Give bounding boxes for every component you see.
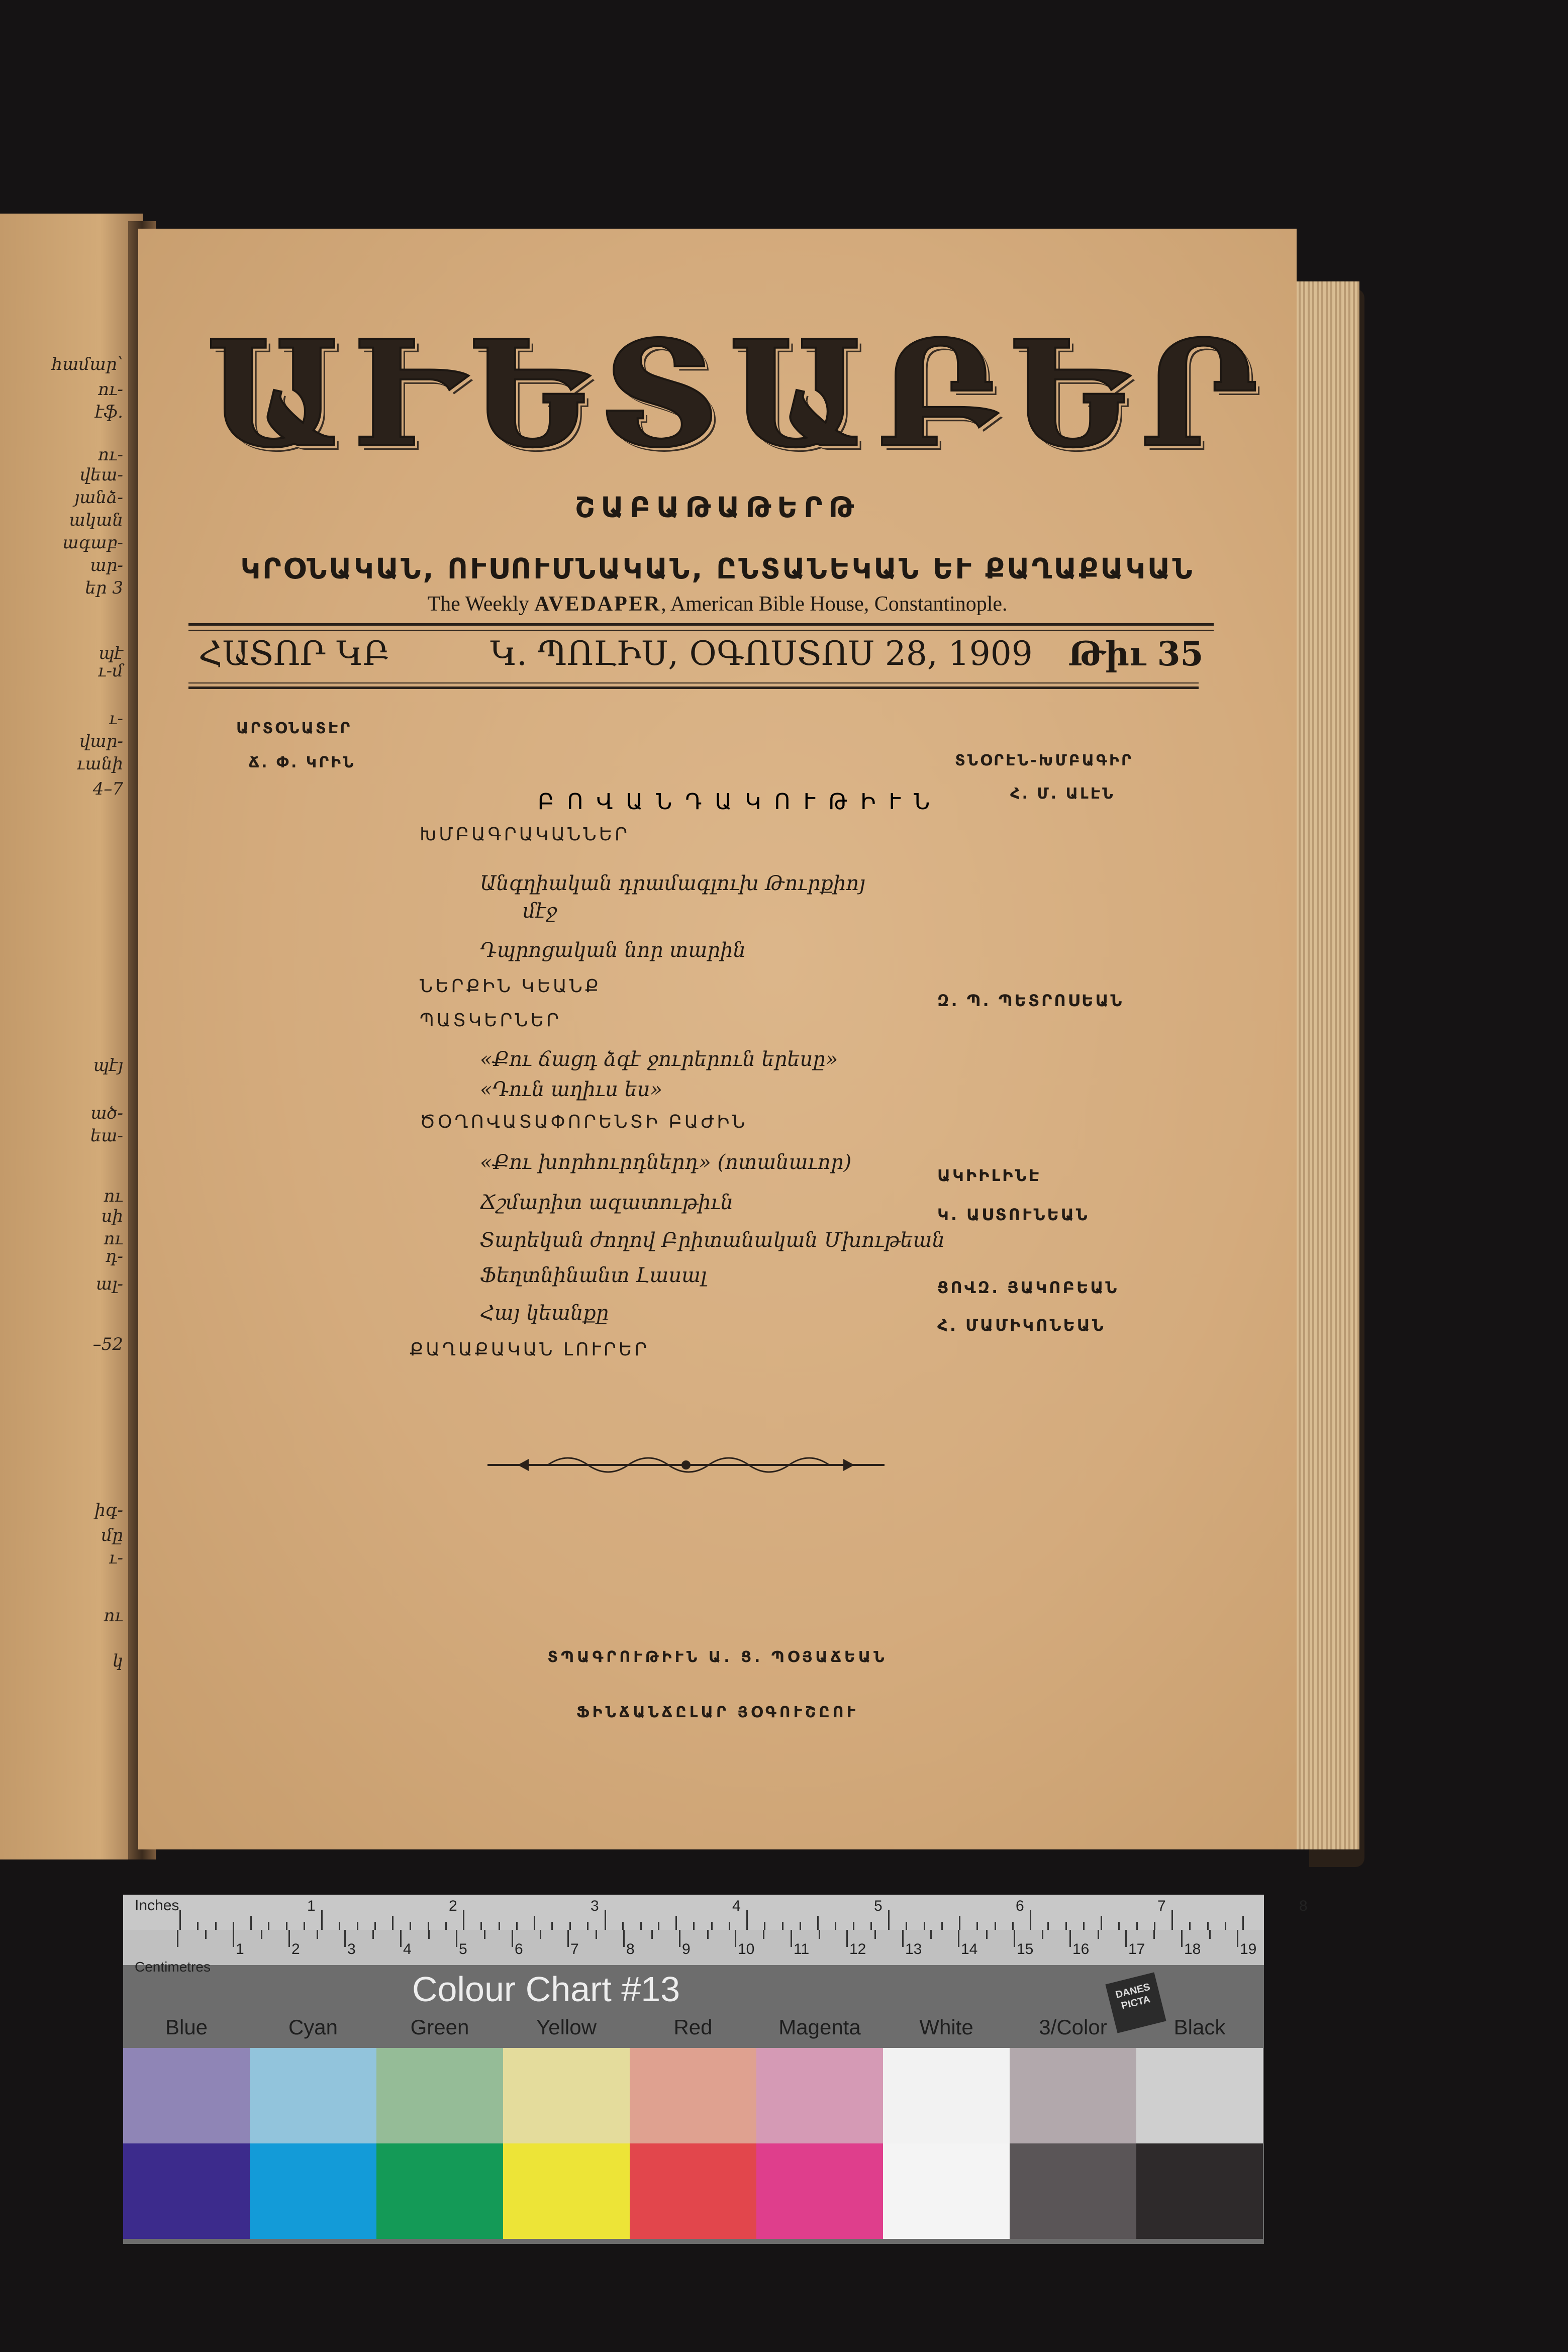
swatch-solid <box>756 2143 883 2239</box>
ruler-tick <box>874 1930 876 1939</box>
ruler-tick <box>179 1910 181 1930</box>
ruler-tick <box>268 1922 269 1930</box>
cm-number: 1 <box>236 1941 244 1957</box>
contents-author: Հ. ՄԱՄԻԿՈՆԵԱՆ <box>937 1316 1106 1335</box>
cm-label: Centimetres <box>135 1959 211 1975</box>
ruler-tick <box>1069 1930 1071 1947</box>
rule-bottom-thin <box>188 682 1199 683</box>
ruler-tick <box>400 1930 402 1947</box>
contents-entry: Ճշմարիտ ազատութիւն <box>480 1191 734 1214</box>
left-page-fragment: ւ- <box>109 709 123 729</box>
left-page-fragment: ալ- <box>95 1274 123 1294</box>
contents-entry: Ֆեղտնինանտ Լասալ <box>480 1264 707 1287</box>
left-page-fragment: ւ- <box>109 1548 123 1568</box>
left-page-fragment: համար՝ <box>51 354 123 374</box>
left-page-fragment: վար- <box>79 731 123 751</box>
contents-section-heading: ԽՄԲԱԳՐԱԿԱՆՆԵՐ <box>420 824 630 845</box>
rule-top-thin <box>188 630 1214 631</box>
left-page-fragment: իգ- <box>94 1500 123 1520</box>
contents-entry: Տարեկան ժողով Բրիտանական Մխութեան <box>480 1229 945 1252</box>
ruler-tick <box>986 1930 988 1939</box>
ruler-tick <box>1242 1916 1244 1930</box>
ruler-tick <box>357 1922 358 1930</box>
swatch-solid <box>250 2143 376 2239</box>
ruler-tick <box>215 1922 217 1930</box>
contents-section-heading: ՆԵՐՔԻՆ ԿԵԱՆՔ <box>420 976 602 997</box>
editor-label: ՏՆՕՐԷՆ-ԽՄԲԱԳԻՐ <box>955 752 1133 769</box>
ruler-tick <box>317 1930 318 1939</box>
ruler-tick <box>1237 1930 1238 1947</box>
ruler-tick <box>707 1930 709 1939</box>
ruler-tick <box>1083 1922 1085 1930</box>
swatch-tint <box>756 2048 883 2143</box>
cm-number: 10 <box>738 1941 755 1957</box>
ruler-tick <box>372 1930 374 1939</box>
swatch-solid <box>1010 2143 1136 2239</box>
cm-number: 19 <box>1240 1941 1257 1957</box>
colour-chart-title: Colour Chart #13 <box>412 1970 680 2009</box>
ruler-tick <box>304 1922 305 1930</box>
ruler-tick <box>675 1916 677 1930</box>
contents-entry: Հայ կեանքը <box>480 1302 609 1325</box>
contents-author: Զ. Պ. ՊԵՏՐՈՍԵԱՆ <box>937 991 1124 1010</box>
ruler-tick <box>233 1922 234 1930</box>
cm-number: 16 <box>1072 1941 1090 1957</box>
editor-name: Հ. Մ. ԱԼԷՆ <box>1010 785 1115 803</box>
cm-number: 9 <box>682 1941 691 1957</box>
ruler-tick <box>959 1916 960 1930</box>
left-page-fragment: ած- <box>90 1103 123 1123</box>
rule-top-thick <box>188 623 1214 626</box>
ruler-tick <box>976 1922 978 1930</box>
contents-section-heading: ՔԱՂԱՔԱԿԱՆ ԼՈՒՐԵՐ <box>410 1339 650 1360</box>
ruler-tick <box>428 1922 429 1930</box>
left-page-fragment: եր 3 <box>85 578 123 598</box>
ornamental-divider <box>487 1447 885 1483</box>
ruler-tick <box>1118 1922 1120 1930</box>
left-page-fragment: ու <box>104 1606 123 1626</box>
ruler-tick <box>569 1922 571 1930</box>
contents-author: ԱԿԻԻԼԻՆԷ <box>937 1166 1041 1185</box>
swatch-tint <box>376 2048 503 2143</box>
ruler-tick <box>516 1922 518 1930</box>
inch-number: 6 <box>1016 1898 1024 1914</box>
ruler-tick <box>596 1930 597 1939</box>
owner-label: ԱՐՏՕՆԱՏԷՐ <box>236 720 352 737</box>
ruler-tick <box>1030 1910 1031 1930</box>
ruler-tick <box>800 1922 801 1930</box>
left-page-fragment: դ- <box>105 1246 123 1266</box>
contents-section-heading: ՊԱՏԿԵՐՆԵՐ <box>420 1010 562 1031</box>
cm-number: 3 <box>347 1941 356 1957</box>
ruler-tick <box>1014 1930 1015 1947</box>
contents-author: Կ. ԱՍՏՈՒՆԵԱՆ <box>937 1205 1090 1224</box>
cm-number: 8 <box>626 1941 635 1957</box>
ruler-tick <box>791 1930 792 1947</box>
ruler-tick <box>463 1910 464 1930</box>
left-page-fragment: ու <box>104 1229 123 1249</box>
ruler-tick <box>1136 1922 1138 1930</box>
ruler-tick <box>763 1930 764 1939</box>
inch-number: 5 <box>874 1898 883 1914</box>
ruler-tick <box>679 1930 680 1947</box>
left-page-fragment: սի <box>101 1206 123 1226</box>
ruler-tick <box>693 1922 695 1930</box>
swatch-solid <box>376 2143 503 2239</box>
left-page-fragment: ու <box>104 1186 123 1206</box>
cm-number: 4 <box>403 1941 412 1957</box>
ruler-tick <box>1189 1922 1191 1930</box>
ruler-tick <box>958 1930 959 1947</box>
ruler-tick <box>534 1916 535 1930</box>
issue-date: Կ. ՊՈԼԻՍ, ՕԳՈՍՏՈՍ 28, 1909 <box>490 634 1033 673</box>
masthead-subtitle-english <box>138 592 1297 616</box>
contents-entry: Անգղիական դրամագլուխ Թուրքիոյ <box>480 872 865 895</box>
ruler-tick <box>540 1930 541 1939</box>
ruler-tick <box>930 1930 932 1939</box>
left-page-fragment: ւ-մ <box>98 661 123 681</box>
ruler-tick <box>888 1910 890 1930</box>
english-title: AVEDAPER <box>534 593 661 616</box>
ruler-tick <box>782 1922 783 1930</box>
ruler-tick <box>233 1930 234 1947</box>
printer-address: ՖԻՆՃԱՆՃԸԼԱՐ ՅՕԳՈՒՇԸՈՒ <box>576 1704 858 1721</box>
ruler-tick <box>1154 1922 1155 1930</box>
swatch-solid <box>1136 2143 1263 2239</box>
ruler-tick <box>484 1930 485 1939</box>
inch-number: 3 <box>591 1898 599 1914</box>
ruler-tick <box>735 1930 736 1947</box>
inch-number: 2 <box>449 1898 457 1914</box>
left-page-fragment: 4–7 <box>92 779 123 799</box>
contents-entry: «Դուն աղիւս ես» <box>480 1078 662 1101</box>
ruler-tick <box>177 1930 178 1947</box>
ruler-tick <box>551 1922 553 1930</box>
cm-number: 6 <box>515 1941 523 1957</box>
left-page-fragment: ագաբ- <box>62 533 123 553</box>
ruler-tick <box>1047 1922 1049 1930</box>
left-page-fragment: մը <box>101 1525 123 1545</box>
ruler-tick <box>512 1930 513 1947</box>
left-page-fragment: եա- <box>90 1126 123 1146</box>
left-page-fragment: ու- <box>98 379 123 400</box>
swatch-solid <box>883 2143 1010 2239</box>
ruler-tick <box>651 1930 653 1939</box>
ruler-tick <box>817 1916 819 1930</box>
swatch-tint <box>250 2048 376 2143</box>
inch-number: 8 <box>1299 1898 1308 1914</box>
ruler-tick <box>1098 1930 1099 1939</box>
swatch-label: Yellow <box>536 2015 597 2039</box>
swatch-label: 3/Color <box>1039 2015 1107 2039</box>
cm-number: 13 <box>905 1941 922 1957</box>
ruler-tick <box>623 1930 625 1947</box>
ruler-tick <box>711 1922 713 1930</box>
ruler-tick <box>658 1922 659 1930</box>
ruler-tick <box>1125 1930 1127 1947</box>
swatch-label: Red <box>673 2015 713 2039</box>
ruler-tick <box>1065 1922 1067 1930</box>
ruler-tick <box>835 1922 836 1930</box>
ruler-tick <box>622 1922 624 1930</box>
ruler-tick <box>205 1930 207 1939</box>
ruler-tick <box>321 1910 323 1930</box>
ruler-tick <box>567 1930 569 1947</box>
cm-number: 15 <box>1017 1941 1034 1957</box>
ruler-tick <box>640 1922 642 1930</box>
contents-heading: ԲՈՎԱՆԴԱԿՈՒԹԻՒՆ <box>538 789 943 815</box>
swatch-label: Green <box>410 2015 469 2039</box>
page-edges <box>1294 281 1359 1849</box>
cm-number: 12 <box>849 1941 866 1957</box>
inch-number: 1 <box>307 1898 316 1914</box>
ruler-tick <box>288 1930 290 1947</box>
left-page-fragment: էֆ. <box>95 402 123 422</box>
swatch-label: Magenta <box>778 2015 861 2039</box>
swatch-solid <box>123 2143 250 2239</box>
danes-picta-logo: DANES PICTA <box>1105 1972 1166 2033</box>
english-post: , American Bible House, Constantinople. <box>661 593 1008 616</box>
cm-number: 2 <box>291 1941 300 1957</box>
ruler-tick <box>605 1910 606 1930</box>
left-page-fragment: կ <box>112 1651 123 1671</box>
inch-number: 7 <box>1157 1898 1166 1914</box>
ruler-tick <box>906 1922 907 1930</box>
left-page <box>0 214 143 1859</box>
swatch-solid <box>503 2143 630 2239</box>
left-page-fragment: յանձ- <box>74 487 123 508</box>
ruler-tick <box>1153 1930 1155 1939</box>
left-page-fragment: –52 <box>92 1334 123 1354</box>
ruler-tick <box>846 1930 848 1947</box>
swatch-solid <box>630 2143 756 2239</box>
left-page-fragment: պէյ <box>93 1055 123 1075</box>
printer-line: ՏՊԱԳՐՈՒԹԻՒՆ Ա. Ց. ՊՕՅԱՃԵԱՆ <box>547 1648 888 1666</box>
ruler-tick <box>1012 1922 1014 1930</box>
contents-entry: Դպրոցական նոր տարին <box>480 939 746 962</box>
ruler-tick <box>339 1922 340 1930</box>
contents-entry: «Քու խորհուրդներդ» (ոտանաւոր) <box>480 1151 852 1174</box>
contents-entry: «Քու ճացդ ձգէ ջուրերուն երեսը» <box>480 1048 838 1071</box>
swatch-tint <box>883 2048 1010 2143</box>
contents-section-heading: ԾՕՂՈՎԱՏԱՓՈՐԵՆՏԻ ԲԱԺԻՆ <box>420 1112 748 1132</box>
swatch-tint <box>1136 2048 1263 2143</box>
ruler-tick <box>924 1922 925 1930</box>
ruler-tick <box>344 1930 346 1947</box>
swatch-label: Black <box>1173 2015 1226 2039</box>
ruler-tick <box>499 1922 500 1930</box>
masthead-subtitle-topics: ԿՐՕՆԱԿԱՆ, ՈՒՍՈՒՄՆԱԿԱՆ, ԸՆՏԱՆԵԿԱՆ ԵՒ ՔԱՂԱՔԱԿԱՆ <box>240 553 1195 585</box>
left-page-fragment: վեա- <box>79 465 123 485</box>
ruler-tick <box>995 1922 996 1930</box>
swatch-label: White <box>919 2015 973 2039</box>
owner-name: Ճ. Փ. ԿՐԻՆ <box>249 754 356 771</box>
left-page-fragment: ու- <box>98 445 123 465</box>
swatch-label: Blue <box>165 2015 208 2039</box>
ruler-tick <box>197 1922 199 1930</box>
ruler-tick <box>587 1922 589 1930</box>
left-page-fragment: պէ <box>98 643 123 663</box>
left-page-fragment: ական <box>69 510 123 530</box>
cm-number: 17 <box>1128 1941 1145 1957</box>
ruler-tick <box>261 1930 262 1939</box>
ruler-tick <box>1209 1930 1211 1939</box>
inch-number: 4 <box>732 1898 741 1914</box>
left-page-fragment: ւանի <box>77 754 123 774</box>
ruler-tick <box>870 1922 872 1930</box>
cm-number: 18 <box>1184 1941 1201 1957</box>
masthead-subtitle-weekly: ՇԱԲԱԹԱԹԵՐԹ <box>575 492 860 524</box>
cm-number: 5 <box>459 1941 467 1957</box>
ruler-tick <box>729 1922 730 1930</box>
ruler-tick <box>250 1916 252 1930</box>
contents-entry: մէջ <box>523 900 557 923</box>
masthead-title: ԱՒԵՏԱԲԵՐ <box>206 309 1269 480</box>
ruler-tick <box>853 1922 854 1930</box>
ruler-tick <box>1207 1922 1209 1930</box>
ruler-tick <box>374 1922 376 1930</box>
swatch-tint <box>503 2048 630 2143</box>
swatch-tint <box>123 2048 250 2143</box>
ruler-tick <box>764 1922 765 1930</box>
swatch-label: Cyan <box>288 2015 338 2039</box>
contents-author: ՑՈՎԶ. ՅԱԿՈԲԵԱՆ <box>937 1278 1119 1297</box>
ruler-tick <box>746 1910 748 1930</box>
ruler-tick <box>1225 1922 1226 1930</box>
ruler-tick <box>941 1922 943 1930</box>
inches-label: Inches <box>135 1897 179 1914</box>
ruler-tick <box>456 1930 457 1947</box>
ruler-tick <box>392 1916 394 1930</box>
ruler-tick <box>445 1922 447 1930</box>
ruler-tick <box>1181 1930 1183 1947</box>
swatch-tint <box>1010 2048 1136 2143</box>
left-page-fragment: ար- <box>90 555 123 575</box>
ruler-tick <box>1042 1930 1043 1939</box>
ruler-tick <box>1171 1910 1173 1930</box>
english-pre: The Weekly <box>427 593 529 616</box>
cm-number: 11 <box>794 1941 810 1957</box>
swatch-tint <box>630 2048 756 2143</box>
ruler-tick <box>1101 1916 1102 1930</box>
ruler-tick <box>428 1930 430 1939</box>
volume-number: ՀԱՏՈՐ ԿԲ <box>199 634 390 673</box>
ruler-tick <box>286 1922 287 1930</box>
ruler-tick <box>480 1922 482 1930</box>
issue-number: Թիւ 35 <box>1068 634 1204 673</box>
rule-bottom-thick <box>188 687 1199 689</box>
ruler-tick <box>410 1922 411 1930</box>
ruler-tick <box>902 1930 904 1947</box>
cm-number: 14 <box>961 1941 978 1957</box>
cm-number: 7 <box>570 1941 579 1957</box>
ruler-tick <box>819 1930 820 1939</box>
